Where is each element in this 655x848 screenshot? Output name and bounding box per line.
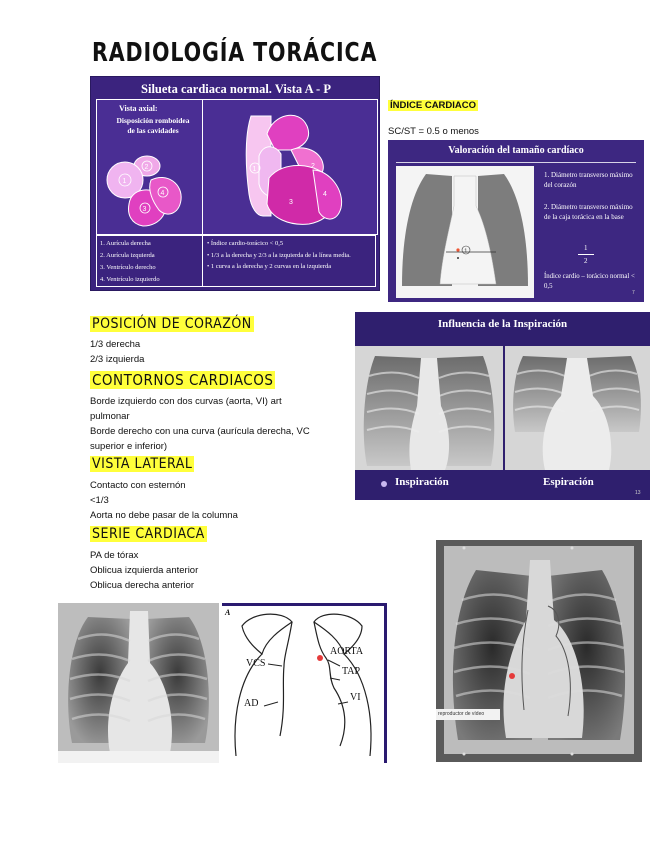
text-line: Oblicua derecha anterior [90,580,195,591]
ratio-footer: Índice cardio – torácico normal < 0,5 [544,273,635,290]
serie-heading-text: SERIE CARDIACA [92,526,205,542]
chamber-label: 3 [142,206,147,213]
criteria-list [207,238,373,273]
slide-inner-panel [96,99,378,235]
fraction-numerator: 1 [584,244,588,252]
vcs-label: VCS [246,658,266,669]
contornos-heading [90,371,275,389]
criteria-item: • 1 curva a la derecha y 2 curvas en la izquierda [207,263,332,270]
inspiration-xray [355,346,503,470]
criteria-item: • 1/3 a la derecha y 2/3 a la izquierda de la línea media. [207,251,351,259]
measure-label: 1 [464,248,468,255]
lateral-heading-text: VISTA LATERAL [92,456,193,472]
chamber-label: 4 [160,190,165,197]
size-item-1: 1. Diámetro transverso máximo del corazón [544,171,633,189]
axial-label: Vista axial: [119,104,158,113]
pa-chest-xray [58,603,219,763]
ap-heart-diagram [209,104,374,232]
chest-measure-diagram [396,166,534,298]
axial-description: Disposición romboidea de las cavidades [116,116,190,135]
page-title: RADIOLOGÍA TORÁCICA [92,38,378,68]
text-line: Aorta no debe pasar de la columna [90,510,238,521]
chamber-list-item: 1. Aurícula derecha [100,240,151,247]
legend-divider [202,236,203,286]
indice-formula: SC/ST = 0.5 o menos [388,126,479,137]
text-line: pulmonar [90,411,130,422]
contornos-text [90,394,310,454]
cardiac-silhouette-slide [90,76,380,291]
posicion-text [90,337,144,367]
text-line: Contacto con esternón [90,480,186,491]
text-line: <1/3 [90,495,109,506]
text-line: PA de tórax [90,550,139,561]
fraction-bar [578,254,594,255]
chamber-label: 1 [122,178,127,185]
slide-title: Silueta cardiaca normal. Vista A - P [141,82,331,96]
slide-legend-panel [96,235,376,287]
slide-title: Valoración del tamaño cardíaco [448,145,584,156]
text-line: Borde izquierdo con dos curvas (aorta, VI) art [90,396,282,407]
annotated-chest-xray [436,540,642,762]
chamber-list [100,238,200,286]
criteria-item: • Índice cardio-torácico < 0,5 [207,240,284,247]
chamber-label: 2 [144,164,149,171]
tap-label: TAP [342,666,361,677]
text-line: 2/3 izquierda [90,354,145,365]
text-line: Oblicua izquierda anterior [90,565,199,576]
serie-text [90,548,198,593]
lateral-heading [90,456,194,472]
bullet-icon [381,481,387,487]
chamber-label: 1 [252,166,257,173]
chamber-list-item: 4. Ventrículo izquierdo [100,276,160,283]
expiration-xray [505,346,650,470]
lateral-text [90,478,238,523]
contornos-heading-text: CONTORNOS CARDIACOS [92,371,274,389]
expiration-label: Espiración [543,476,594,488]
aorta-label: AORTA [330,646,364,657]
slide-title-rule [396,162,636,163]
size-item-2: 2. Diámetro transverso máximo de la caja torácica en la base [544,203,633,221]
chamber-list-item: 2. Aurícula izquierda [100,252,155,259]
indice-heading [388,100,478,111]
cardiac-size-slide [388,140,644,302]
panel-divider [202,100,203,234]
contour-lines [222,606,384,763]
chamber-label: 3 [289,199,293,206]
indice-heading-text: ÍNDICE CARDIACO [390,100,477,111]
video-player-label[interactable]: reproductor de vídeo [436,709,500,720]
posicion-heading-text: POSICIÓN DE CORAZÓN [92,316,252,332]
serie-heading [90,526,207,542]
chamber-list-item: 3. Ventrículo derecho [100,264,156,271]
axial-chambers-diagram [101,148,199,234]
fraction-denominator: 2 [584,257,588,265]
ap-contour-diagram [222,603,387,763]
vi-label: VI [350,692,361,703]
posicion-heading [90,316,254,332]
chamber-label: 4 [323,191,327,198]
text-line: superior e inferior) [90,441,168,452]
slide-title: Influencia de la Inspiración [437,318,568,330]
chamber-label: 2 [311,163,315,170]
text-line: 1/3 derecha [90,339,141,350]
ad-label: AD [244,698,259,709]
diagram-corner-label: A [225,608,231,617]
text-line: Borde derecho con una curva (aurícula derecha, VC [90,426,310,437]
slide-page-number: 13 [635,490,641,496]
inspiration-label: Inspiración [395,476,449,488]
slide-page-number: 7 [632,290,635,296]
inspiration-slide [355,312,650,500]
